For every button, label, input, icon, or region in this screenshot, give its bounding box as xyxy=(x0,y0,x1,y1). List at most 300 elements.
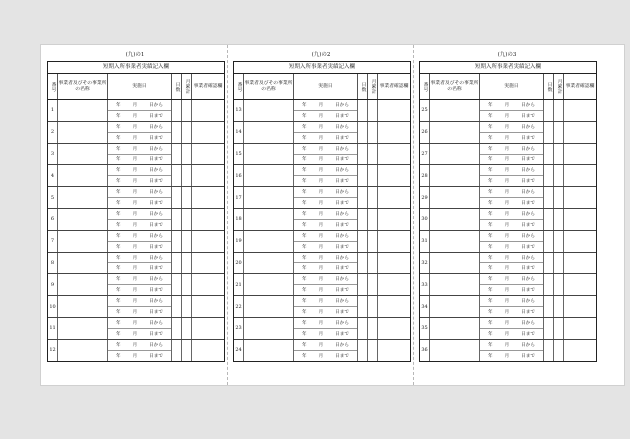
provider-cell[interactable] xyxy=(430,165,480,186)
provider-cell[interactable] xyxy=(58,144,108,165)
end-date-line: 年 月 日まで xyxy=(294,284,357,295)
start-date-line: 年 月 日から xyxy=(115,342,163,348)
confirm-cell[interactable] xyxy=(378,318,410,339)
table-row xyxy=(420,100,596,122)
start-date-line: 年 月 日から xyxy=(487,168,535,174)
row-number: 4 xyxy=(48,165,58,186)
end-date-line: 年 月 日まで xyxy=(108,197,171,208)
monthly-total-cell[interactable] xyxy=(368,231,378,252)
days-cell[interactable] xyxy=(172,274,182,295)
table-row xyxy=(234,296,410,318)
confirm-cell[interactable] xyxy=(564,296,596,317)
end-date-line: 年 月 日まで xyxy=(480,241,543,252)
confirm-cell[interactable] xyxy=(192,274,224,295)
provider-cell[interactable] xyxy=(430,231,480,252)
confirm-cell[interactable] xyxy=(192,318,224,339)
confirm-cell[interactable] xyxy=(378,209,410,230)
confirm-cell[interactable] xyxy=(564,144,596,165)
row-number: 3 xyxy=(48,144,58,165)
period-cell[interactable] xyxy=(108,165,172,186)
monthly-total-cell[interactable] xyxy=(368,253,378,274)
start-date-line: 年 月 日から xyxy=(301,255,349,261)
row-number: 33 xyxy=(420,274,430,295)
period-cell[interactable] xyxy=(480,318,544,339)
start-date-line: 年 月 日から xyxy=(487,255,535,261)
row-number: 21 xyxy=(234,274,244,295)
days-cell[interactable] xyxy=(358,144,368,165)
monthly-total-cell[interactable] xyxy=(182,296,192,317)
confirm-cell[interactable] xyxy=(192,187,224,208)
days-cell[interactable] xyxy=(544,209,554,230)
period-cell[interactable] xyxy=(294,144,358,165)
confirm-cell[interactable] xyxy=(564,231,596,252)
confirm-cell[interactable] xyxy=(564,253,596,274)
period-cell[interactable] xyxy=(294,122,358,143)
confirm-cell[interactable] xyxy=(564,318,596,339)
confirm-cell[interactable] xyxy=(564,122,596,143)
col-days-header: 日数 xyxy=(544,74,554,99)
row-number: 29 xyxy=(420,187,430,208)
end-date-line: 年 月 日まで xyxy=(294,241,357,252)
period-cell[interactable] xyxy=(480,122,544,143)
row-number: 13 xyxy=(234,100,244,121)
table-row xyxy=(48,340,224,361)
col-confirm-header: 事業者確認欄 xyxy=(379,83,409,89)
period-cell[interactable] xyxy=(108,100,172,121)
row-number: 27 xyxy=(420,144,430,165)
provider-cell[interactable] xyxy=(244,318,294,339)
row-number: 25 xyxy=(420,100,430,121)
confirm-cell[interactable] xyxy=(564,187,596,208)
row-number: 35 xyxy=(420,318,430,339)
confirm-cell[interactable] xyxy=(378,274,410,295)
confirm-cell[interactable] xyxy=(378,296,410,317)
end-date-line: 年 月 日まで xyxy=(480,306,543,317)
period-cell[interactable] xyxy=(480,209,544,230)
period-cell[interactable] xyxy=(480,253,544,274)
days-cell[interactable] xyxy=(172,209,182,230)
days-cell[interactable] xyxy=(544,144,554,165)
days-cell[interactable] xyxy=(172,253,182,274)
days-cell[interactable] xyxy=(172,340,182,361)
start-date-line: 年 月 日から xyxy=(115,255,163,261)
period-cell[interactable] xyxy=(480,144,544,165)
days-cell[interactable] xyxy=(358,296,368,317)
monthly-total-cell[interactable] xyxy=(182,122,192,143)
days-cell[interactable] xyxy=(544,296,554,317)
days-cell[interactable] xyxy=(544,122,554,143)
end-date-line: 年 月 日まで xyxy=(480,197,543,208)
start-date-line: 年 月 日から xyxy=(115,168,163,174)
period-cell[interactable] xyxy=(294,165,358,186)
days-cell[interactable] xyxy=(544,253,554,274)
provider-cell[interactable] xyxy=(430,253,480,274)
row-number: 18 xyxy=(234,209,244,230)
col-period-header: 実施日 xyxy=(108,74,172,99)
record-table xyxy=(47,61,225,362)
days-cell[interactable] xyxy=(172,187,182,208)
confirm-cell[interactable] xyxy=(564,274,596,295)
monthly-total-cell[interactable] xyxy=(368,296,378,317)
provider-cell[interactable] xyxy=(244,209,294,230)
end-date-line: 年 月 日まで xyxy=(108,328,171,339)
start-date-line: 年 月 日から xyxy=(301,233,349,239)
end-date-line: 年 月 日まで xyxy=(480,262,543,273)
period-cell[interactable] xyxy=(294,231,358,252)
monthly-total-cell[interactable] xyxy=(554,100,564,121)
end-date-line: 年 月 日まで xyxy=(294,306,357,317)
period-cell[interactable] xyxy=(480,165,544,186)
period-cell[interactable] xyxy=(294,340,358,361)
monthly-total-cell[interactable] xyxy=(554,318,564,339)
confirm-cell[interactable] xyxy=(192,144,224,165)
monthly-total-cell[interactable] xyxy=(182,187,192,208)
row-number: 2 xyxy=(48,122,58,143)
period-cell[interactable] xyxy=(480,231,544,252)
row-number: 19 xyxy=(234,231,244,252)
period-cell[interactable] xyxy=(108,296,172,317)
col-confirm-header: 事業者確認欄 xyxy=(193,83,223,89)
confirm-cell[interactable] xyxy=(378,100,410,121)
monthly-total-cell[interactable] xyxy=(554,144,564,165)
days-cell[interactable] xyxy=(358,253,368,274)
days-cell[interactable] xyxy=(172,296,182,317)
days-cell[interactable] xyxy=(544,318,554,339)
record-table xyxy=(419,61,597,362)
table-row xyxy=(234,165,410,187)
end-date-line: 年 月 日まで xyxy=(480,132,543,143)
table-row xyxy=(48,165,224,187)
row-number: 12 xyxy=(48,340,58,361)
period-cell[interactable] xyxy=(108,231,172,252)
days-cell[interactable] xyxy=(358,318,368,339)
confirm-cell[interactable] xyxy=(378,253,410,274)
table-row xyxy=(420,253,596,275)
monthly-total-cell[interactable] xyxy=(554,274,564,295)
fold-line-1 xyxy=(227,45,228,385)
days-cell[interactable] xyxy=(358,165,368,186)
provider-cell[interactable] xyxy=(244,274,294,295)
monthly-total-cell[interactable] xyxy=(182,231,192,252)
days-cell[interactable] xyxy=(172,165,182,186)
end-date-line: 年 月 日まで xyxy=(480,154,543,165)
row-number: 14 xyxy=(234,122,244,143)
monthly-total-cell[interactable] xyxy=(368,340,378,361)
days-cell[interactable] xyxy=(358,231,368,252)
provider-cell[interactable] xyxy=(244,144,294,165)
start-date-line: 年 月 日から xyxy=(115,320,163,326)
start-date-line: 年 月 日から xyxy=(487,233,535,239)
monthly-total-cell[interactable] xyxy=(182,340,192,361)
col-provider-header: 事業者及びその事業所の名称 xyxy=(430,74,480,99)
table-row xyxy=(234,253,410,275)
monthly-total-cell[interactable] xyxy=(182,274,192,295)
provider-cell[interactable] xyxy=(430,340,480,361)
monthly-total-cell[interactable] xyxy=(554,296,564,317)
col-days-header: 日数 xyxy=(358,74,368,99)
end-date-line: 年 月 日まで xyxy=(480,175,543,186)
days-cell[interactable] xyxy=(358,100,368,121)
days-cell[interactable] xyxy=(172,122,182,143)
confirm-cell[interactable] xyxy=(564,100,596,121)
start-date-line: 年 月 日から xyxy=(115,190,163,196)
confirm-cell[interactable] xyxy=(192,122,224,143)
end-date-line: 年 月 日まで xyxy=(294,350,357,361)
days-cell[interactable] xyxy=(172,144,182,165)
provider-cell[interactable] xyxy=(58,274,108,295)
confirm-cell[interactable] xyxy=(378,340,410,361)
end-date-line: 年 月 日まで xyxy=(294,175,357,186)
provider-cell[interactable] xyxy=(244,340,294,361)
monthly-total-cell[interactable] xyxy=(554,122,564,143)
monthly-total-cell[interactable] xyxy=(368,144,378,165)
confirm-cell[interactable] xyxy=(192,253,224,274)
days-cell[interactable] xyxy=(544,274,554,295)
table-row xyxy=(420,187,596,209)
end-date-line: 年 月 日まで xyxy=(108,262,171,273)
monthly-total-cell[interactable] xyxy=(182,209,192,230)
end-date-line: 年 月 日まで xyxy=(480,110,543,121)
row-number: 30 xyxy=(420,209,430,230)
period-cell[interactable] xyxy=(108,253,172,274)
table-row xyxy=(48,296,224,318)
days-cell[interactable] xyxy=(544,187,554,208)
monthly-total-cell[interactable] xyxy=(368,209,378,230)
monthly-total-cell[interactable] xyxy=(368,274,378,295)
period-cell[interactable] xyxy=(108,274,172,295)
monthly-total-cell[interactable] xyxy=(554,187,564,208)
end-date-line: 年 月 日まで xyxy=(108,175,171,186)
column-header-row xyxy=(48,74,224,100)
row-number: 1 xyxy=(48,100,58,121)
table-row xyxy=(48,100,224,122)
start-date-line: 年 月 日から xyxy=(487,299,535,305)
confirm-cell[interactable] xyxy=(378,122,410,143)
period-cell[interactable] xyxy=(294,187,358,208)
end-date-line: 年 月 日まで xyxy=(108,219,171,230)
end-date-line: 年 月 日まで xyxy=(294,154,357,165)
period-cell[interactable] xyxy=(294,209,358,230)
row-number: 24 xyxy=(234,340,244,361)
table-row xyxy=(48,318,224,340)
provider-cell[interactable] xyxy=(58,187,108,208)
confirm-cell[interactable] xyxy=(192,165,224,186)
monthly-total-cell[interactable] xyxy=(182,253,192,274)
table-heading: 短期入所事業者実績記入欄 xyxy=(48,62,224,74)
end-date-line: 年 月 日まで xyxy=(294,328,357,339)
period-cell[interactable] xyxy=(108,340,172,361)
provider-cell[interactable] xyxy=(244,296,294,317)
panel-title: (九)の1 xyxy=(125,52,145,58)
provider-cell[interactable] xyxy=(58,318,108,339)
start-date-line: 年 月 日から xyxy=(487,211,535,217)
start-date-line: 年 月 日から xyxy=(301,124,349,130)
provider-cell[interactable] xyxy=(58,296,108,317)
form-sheet xyxy=(40,44,625,386)
table-row xyxy=(420,122,596,144)
col-monthly-total-header: 月累計 xyxy=(368,74,378,99)
monthly-total-cell[interactable] xyxy=(368,187,378,208)
provider-cell[interactable] xyxy=(58,253,108,274)
days-cell[interactable] xyxy=(172,100,182,121)
provider-cell[interactable] xyxy=(430,296,480,317)
table-row xyxy=(420,318,596,340)
table-row xyxy=(48,187,224,209)
monthly-total-cell[interactable] xyxy=(368,318,378,339)
provider-cell[interactable] xyxy=(430,209,480,230)
start-date-line: 年 月 日から xyxy=(487,320,535,326)
confirm-cell[interactable] xyxy=(192,209,224,230)
end-date-line: 年 月 日まで xyxy=(480,284,543,295)
confirm-cell[interactable] xyxy=(378,144,410,165)
days-cell[interactable] xyxy=(172,318,182,339)
start-date-line: 年 月 日から xyxy=(301,342,349,348)
days-cell[interactable] xyxy=(544,340,554,361)
end-date-line: 年 月 日まで xyxy=(294,219,357,230)
period-cell[interactable] xyxy=(294,274,358,295)
days-cell[interactable] xyxy=(544,100,554,121)
confirm-cell[interactable] xyxy=(564,209,596,230)
start-date-line: 年 月 日から xyxy=(115,277,163,283)
end-date-line: 年 月 日まで xyxy=(108,154,171,165)
row-number: 22 xyxy=(234,296,244,317)
monthly-total-cell[interactable] xyxy=(368,100,378,121)
monthly-total-cell[interactable] xyxy=(368,165,378,186)
days-cell[interactable] xyxy=(358,122,368,143)
confirm-cell[interactable] xyxy=(564,340,596,361)
monthly-total-cell[interactable] xyxy=(554,209,564,230)
provider-cell[interactable] xyxy=(58,209,108,230)
provider-cell[interactable] xyxy=(430,187,480,208)
end-date-line: 年 月 日まで xyxy=(480,219,543,230)
table-row xyxy=(234,274,410,296)
row-number: 31 xyxy=(420,231,430,252)
period-cell[interactable] xyxy=(108,318,172,339)
provider-cell[interactable] xyxy=(58,165,108,186)
table-row xyxy=(420,296,596,318)
row-number: 11 xyxy=(48,318,58,339)
monthly-total-cell[interactable] xyxy=(554,253,564,274)
period-cell[interactable] xyxy=(294,296,358,317)
confirm-cell[interactable] xyxy=(378,187,410,208)
monthly-total-cell[interactable] xyxy=(182,165,192,186)
provider-cell[interactable] xyxy=(244,187,294,208)
row-number: 28 xyxy=(420,165,430,186)
monthly-total-cell[interactable] xyxy=(554,340,564,361)
period-cell[interactable] xyxy=(480,274,544,295)
confirm-cell[interactable] xyxy=(564,165,596,186)
days-cell[interactable] xyxy=(358,340,368,361)
table-heading: 短期入所事業者実績記入欄 xyxy=(234,62,410,74)
table-row xyxy=(420,165,596,187)
start-date-line: 年 月 日から xyxy=(115,102,163,108)
provider-cell[interactable] xyxy=(58,231,108,252)
column-header-row xyxy=(420,74,596,100)
provider-cell[interactable] xyxy=(58,100,108,121)
days-cell[interactable] xyxy=(358,187,368,208)
period-cell[interactable] xyxy=(108,187,172,208)
confirm-cell[interactable] xyxy=(192,296,224,317)
days-cell[interactable] xyxy=(358,209,368,230)
monthly-total-cell[interactable] xyxy=(182,318,192,339)
provider-cell[interactable] xyxy=(244,231,294,252)
period-cell[interactable] xyxy=(294,253,358,274)
confirm-cell[interactable] xyxy=(192,340,224,361)
start-date-line: 年 月 日から xyxy=(487,146,535,152)
provider-cell[interactable] xyxy=(58,122,108,143)
period-cell[interactable] xyxy=(480,340,544,361)
period-cell[interactable] xyxy=(108,209,172,230)
row-number: 23 xyxy=(234,318,244,339)
row-number: 10 xyxy=(48,296,58,317)
confirm-cell[interactable] xyxy=(192,100,224,121)
row-number: 7 xyxy=(48,231,58,252)
start-date-line: 年 月 日から xyxy=(301,211,349,217)
period-cell[interactable] xyxy=(108,122,172,143)
start-date-line: 年 月 日から xyxy=(487,124,535,130)
start-date-line: 年 月 日から xyxy=(115,124,163,130)
col-period-header: 実施日 xyxy=(294,74,358,99)
period-cell[interactable] xyxy=(294,318,358,339)
table-row xyxy=(234,209,410,231)
table-body xyxy=(420,100,596,361)
end-date-line: 年 月 日まで xyxy=(294,262,357,273)
end-date-line: 年 月 日まで xyxy=(108,284,171,295)
end-date-line: 年 月 日まで xyxy=(480,328,543,339)
monthly-total-cell[interactable] xyxy=(554,165,564,186)
provider-cell[interactable] xyxy=(430,144,480,165)
start-date-line: 年 月 日から xyxy=(115,299,163,305)
period-cell[interactable] xyxy=(480,296,544,317)
days-cell[interactable] xyxy=(544,165,554,186)
days-cell[interactable] xyxy=(172,231,182,252)
table-row xyxy=(234,340,410,361)
table-row xyxy=(420,144,596,166)
provider-cell[interactable] xyxy=(58,340,108,361)
monthly-total-cell[interactable] xyxy=(182,100,192,121)
provider-cell[interactable] xyxy=(430,274,480,295)
confirm-cell[interactable] xyxy=(378,231,410,252)
start-date-line: 年 月 日から xyxy=(115,233,163,239)
start-date-line: 年 月 日から xyxy=(487,277,535,283)
end-date-line: 年 月 日まで xyxy=(294,132,357,143)
monthly-total-cell[interactable] xyxy=(368,122,378,143)
col-monthly-total-header: 月累計 xyxy=(554,74,564,99)
period-cell[interactable] xyxy=(294,100,358,121)
period-cell[interactable] xyxy=(108,144,172,165)
provider-cell[interactable] xyxy=(430,100,480,121)
confirm-cell[interactable] xyxy=(378,165,410,186)
provider-cell[interactable] xyxy=(430,122,480,143)
end-date-line: 年 月 日まで xyxy=(108,241,171,252)
provider-cell[interactable] xyxy=(244,122,294,143)
period-cell[interactable] xyxy=(480,187,544,208)
confirm-cell[interactable] xyxy=(192,231,224,252)
provider-cell[interactable] xyxy=(430,318,480,339)
table-row xyxy=(420,340,596,361)
provider-cell[interactable] xyxy=(244,253,294,274)
provider-cell[interactable] xyxy=(244,100,294,121)
days-cell[interactable] xyxy=(358,274,368,295)
monthly-total-cell[interactable] xyxy=(182,144,192,165)
record-table xyxy=(233,61,411,362)
provider-cell[interactable] xyxy=(244,165,294,186)
end-date-line: 年 月 日まで xyxy=(108,350,171,361)
days-cell[interactable] xyxy=(544,231,554,252)
table-row xyxy=(234,100,410,122)
monthly-total-cell[interactable] xyxy=(554,231,564,252)
period-cell[interactable] xyxy=(480,100,544,121)
